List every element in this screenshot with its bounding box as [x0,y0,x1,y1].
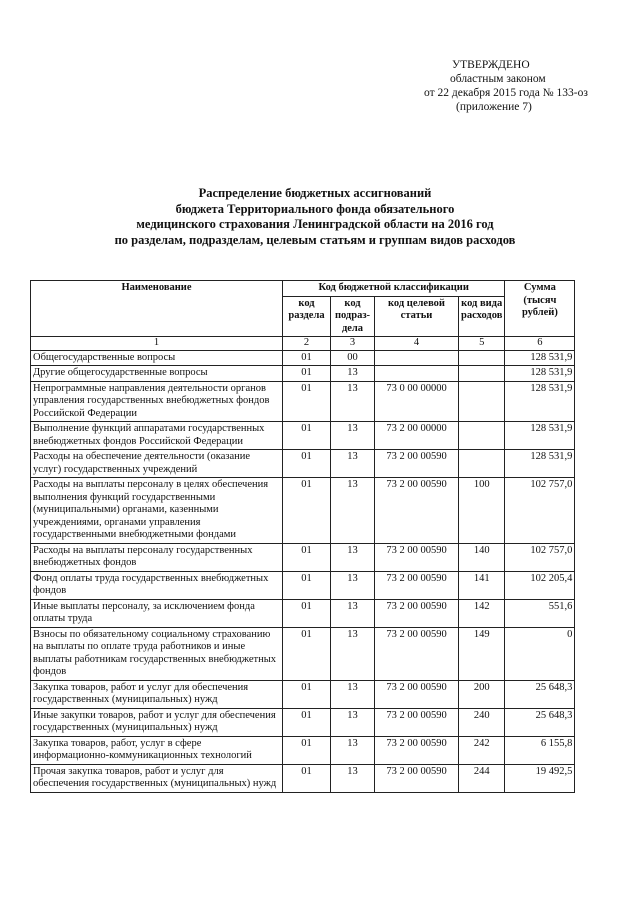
row-name: Взносы по обязательному социальному страхованию на выплаты по оплате труда работников и иные выплаты работникам государственных внебюджетных фондов [31,627,283,680]
row-sum: 128 531,9 [505,350,575,366]
row-target-code: 73 0 00 00000 [375,381,459,422]
row-section-code: 01 [283,422,331,450]
row-sum: 19 492,5 [505,764,575,792]
title-line-2: бюджета Территориального фонда обязательного [175,201,455,216]
header-name: Наименование [31,281,283,337]
row-expense-type-code [459,350,505,366]
column-number: 5 [459,337,505,351]
row-sum: 102 757,0 [505,543,575,571]
row-section-code: 01 [283,543,331,571]
table-row [31,543,575,571]
row-name: Прочая закупка товаров, работ и услуг для обеспечения государственных (муниципальных) нужд [31,764,283,792]
row-name: Иные выплаты персоналу, за исключением фонда оплаты труда [31,599,283,627]
row-subsection-code: 13 [331,708,375,736]
row-section-code: 01 [283,764,331,792]
row-section-code: 01 [283,708,331,736]
row-sum: 551,6 [505,599,575,627]
row-expense-type-code: 244 [459,764,505,792]
table-row [31,764,575,792]
row-target-code [375,350,459,366]
row-name: Выполнение функций аппаратами государственных внебюджетных фондов Российской Федерации [31,422,283,450]
column-number: 4 [375,337,459,351]
table-row [31,571,575,599]
row-target-code: 73 2 00 00590 [375,708,459,736]
row-target-code: 73 2 00 00590 [375,627,459,680]
approval-line-approved: УТВЕРЖДЕНО [452,59,530,71]
row-expense-type-code [459,450,505,478]
table-row [31,736,575,764]
row-name: Расходы на выплаты персоналу в целях обеспечения выполнения функций государственными (муниципальными) органами, казенными учреждениями, органами управления государственными внебюджетными фондами [31,478,283,544]
row-section-code: 01 [283,381,331,422]
row-subsection-code: 13 [331,422,375,450]
row-expense-type-code: 240 [459,708,505,736]
row-expense-type-code: 242 [459,736,505,764]
row-target-code: 73 2 00 00590 [375,543,459,571]
row-expense-type-code: 140 [459,543,505,571]
row-sum: 0 [505,627,575,680]
row-section-code: 01 [283,350,331,366]
row-sum: 25 648,3 [505,680,575,708]
header-subsection: код подраз-дела [331,296,375,337]
row-sum: 6 155,8 [505,736,575,764]
row-section-code: 01 [283,478,331,544]
header-sum: Сумма (тысяч рублей) [505,281,575,337]
budget-rows [31,350,575,792]
column-number: 3 [331,337,375,351]
approval-line-law: областным законом [450,73,546,85]
row-subsection-code: 13 [331,571,375,599]
row-name: Расходы на выплаты персоналу государственных внебюджетных фондов [31,543,283,571]
row-expense-type-code: 149 [459,627,505,680]
row-target-code: 73 2 00 00590 [375,680,459,708]
approval-line-date: от 22 декабря 2015 года № 133-оз [424,87,588,99]
title-line-3: медицинского страхования Ленинградской области на 2016 год [136,217,494,231]
row-expense-type-code [459,366,505,382]
row-expense-type-code: 200 [459,680,505,708]
table-row [31,450,575,478]
row-sum: 128 531,9 [505,450,575,478]
row-expense-type-code: 141 [459,571,505,599]
header-section: код раздела [283,296,331,337]
row-target-code: 73 2 00 00590 [375,478,459,544]
row-subsection-code: 13 [331,680,375,708]
row-sum: 128 531,9 [505,381,575,422]
column-number-row [31,337,575,351]
row-target-code: 73 2 00 00590 [375,450,459,478]
row-sum: 128 531,9 [505,422,575,450]
row-name: Иные закупки товаров, работ и услуг для обеспечения государственных (муниципальных) нужд [31,708,283,736]
row-subsection-code: 13 [331,764,375,792]
row-subsection-code: 13 [331,543,375,571]
table-row [31,680,575,708]
row-section-code: 01 [283,366,331,382]
column-number: 1 [31,337,283,351]
row-subsection-code: 13 [331,450,375,478]
row-subsection-code: 13 [331,366,375,382]
title-line-1: Распределение бюджетных ассигнований [198,186,432,200]
column-number: 6 [505,337,575,351]
row-subsection-code: 13 [331,627,375,680]
table-row [31,599,575,627]
table-row [31,708,575,736]
row-section-code: 01 [283,627,331,680]
row-sum: 102 757,0 [505,478,575,544]
row-sum: 102 205,4 [505,571,575,599]
row-section-code: 01 [283,736,331,764]
row-target-code: 73 2 00 00590 [375,736,459,764]
table-row [31,422,575,450]
row-expense-type-code: 100 [459,478,505,544]
table-row [31,627,575,680]
table-row [31,350,575,366]
row-target-code: 73 2 00 00590 [375,571,459,599]
row-section-code: 01 [283,599,331,627]
budget-table [30,280,575,793]
row-subsection-code: 13 [331,478,375,544]
table-row [31,381,575,422]
row-sum: 25 648,3 [505,708,575,736]
row-name: Закупка товаров, работ, услуг в сфере информационно-коммуникационных технологий [31,736,283,764]
table-row [31,478,575,544]
title-line-4: по разделам, подразделам, целевым статьям и группам видов расходов [114,232,516,247]
row-name: Общегосударственные вопросы [31,350,283,366]
row-expense-type-code [459,422,505,450]
row-target-code: 73 2 00 00590 [375,599,459,627]
row-subsection-code: 13 [331,736,375,764]
table-row [31,366,575,382]
header-classification: Код бюджетной классификации [283,281,505,297]
row-name: Другие общегосударственные вопросы [31,366,283,382]
row-name: Закупка товаров, работ и услуг для обеспечения государственных (муниципальных) нужд [31,680,283,708]
row-target-code [375,366,459,382]
document-title [60,186,570,248]
row-expense-type-code: 142 [459,599,505,627]
row-sum: 128 531,9 [505,366,575,382]
row-subsection-code: 13 [331,381,375,422]
row-name: Расходы на обеспечение деятельности (оказание услуг) государственных учреждений [31,450,283,478]
row-section-code: 01 [283,680,331,708]
row-expense-type-code [459,381,505,422]
row-target-code: 73 2 00 00590 [375,764,459,792]
header-target: код целевой статьи [375,296,459,337]
header-expense-type: код вида расходов [459,296,505,337]
approval-stamp [418,58,638,114]
row-target-code: 73 2 00 00000 [375,422,459,450]
row-name: Фонд оплаты труда государственных внебюджетных фондов [31,571,283,599]
column-number: 2 [283,337,331,351]
row-section-code: 01 [283,571,331,599]
row-section-code: 01 [283,450,331,478]
approval-line-appendix: (приложение 7) [456,101,532,113]
row-subsection-code: 13 [331,599,375,627]
row-name: Непрограммные направления деятельности органов управления государственных внебюджетных фондов Российской Федерации [31,381,283,422]
row-subsection-code: 00 [331,350,375,366]
